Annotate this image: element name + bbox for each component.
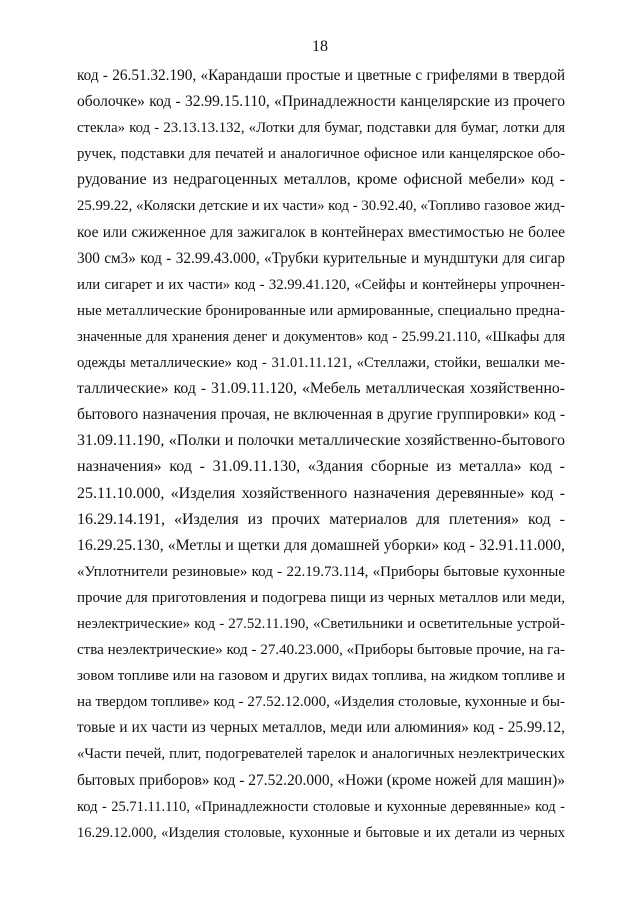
text-line: бытового назначения прочая, не включенная в другие группировки» код - bbox=[77, 406, 565, 424]
text-line: рудование из недрагоценных металлов, кроме офисной мебели» код - bbox=[77, 171, 565, 189]
text-line: 25.99.22, «Коляски детские и их части» код - 30.92.40, «Топливо газовое жид- bbox=[77, 198, 565, 215]
text-line: ручек, подставки для печатей и аналогичное офисное или канцелярское обо- bbox=[77, 146, 565, 163]
text-line: оболочке» код - 32.99.15.110, «Принадлежности канцелярские из прочего bbox=[77, 93, 565, 111]
text-line: бытовых приборов» код - 27.52.20.000, «Ножи (кроме ножей для машин)» bbox=[77, 771, 565, 789]
text-line: «Части печей, плит, подогревателей тарелок и аналогичных неэлектрических bbox=[77, 746, 565, 763]
text-line: прочие для приготовления и подогрева пищи из черных металлов или меди, bbox=[77, 589, 565, 606]
text-line: 16.29.12.000, «Изделия столовые, кухонные и бытовые и их детали из черных bbox=[77, 824, 565, 841]
text-line: 25.11.10.000, «Изделия хозяйственного назначения деревянные» код - bbox=[77, 484, 565, 502]
text-line: или сигарет и их части» код - 32.99.41.120, «Сейфы и контейнеры упрочнен- bbox=[77, 276, 565, 293]
text-line: товые и их части из черных металлов, меди или алюминия» код - 25.99.12, bbox=[77, 719, 565, 737]
page-number: 18 bbox=[312, 38, 328, 55]
text-line: зовом топливе или на газовом и других видах топлива, на жидком топливе и bbox=[77, 668, 565, 685]
text-line: 16.29.14.191, «Изделия из прочих материалов для плетения» код - bbox=[77, 510, 565, 528]
text-line: назначения» код - 31.09.11.130, «Здания сборные из металла» код - bbox=[77, 458, 565, 476]
body-text bbox=[77, 63, 565, 846]
text-line: код - 25.71.11.110, «Принадлежности столовые и кухонные деревянные» код - bbox=[77, 798, 565, 815]
text-line: на твердом топливе» код - 27.52.12.000, «Изделия столовые, кухонные и бы- bbox=[77, 694, 565, 711]
text-line: 16.29.25.130, «Метлы и щетки для домашней уборки» код - 32.91.11.000, bbox=[77, 536, 565, 554]
text-line: «Уплотнители резиновые» код - 22.19.73.114, «Приборы бытовые кухонные bbox=[77, 563, 565, 580]
text-line: код - 26.51.32.190, «Карандаши простые и цветные с грифелями в твердой bbox=[77, 67, 565, 84]
text-line: неэлектрические» код - 27.52.11.190, «Светильники и осветительные устрой- bbox=[77, 615, 565, 632]
text-line: 300 см3» код - 32.99.43.000, «Трубки курительные и мундштуки для сигар bbox=[77, 249, 565, 267]
text-line: значенные для хранения денег и документов» код - 25.99.21.110, «Шкафы для bbox=[77, 328, 565, 345]
text-line: стекла» код - 23.13.13.132, «Лотки для бумаг, подставки для бумаг, лотки для bbox=[77, 120, 565, 137]
text-line: ные металлические бронированные или армированные, специально предна- bbox=[77, 302, 565, 319]
text-line: одежды металлические» код - 31.01.11.121, «Стеллажи, стойки, вешалки ме- bbox=[77, 355, 565, 372]
text-line: кое или сжиженное для зажигалок в контейнерах вместимостью не более bbox=[77, 223, 565, 241]
text-line: таллические» код - 31.09.11.120, «Мебель металлическая хозяйственно- bbox=[77, 380, 565, 398]
text-line: 31.09.11.190, «Полки и полочки металлические хозяйственно-бытового bbox=[77, 432, 565, 450]
text-line: ства неэлектрические» код - 27.40.23.000, «Приборы бытовые прочие, на га- bbox=[77, 642, 565, 659]
